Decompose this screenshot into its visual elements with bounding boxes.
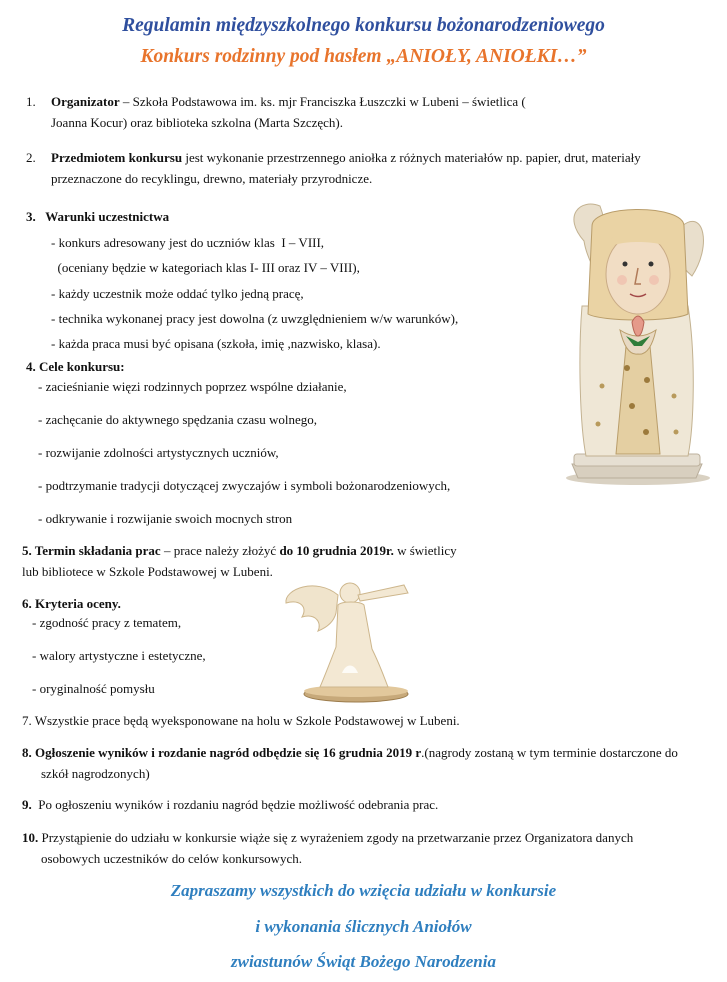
item-4-heading: 4. Cele konkursu: [26,359,125,374]
item-5-label: 5. Termin składania prac [22,543,161,558]
footer-line: Zapraszamy wszystkich do wzięcia udziału w konkursie [170,881,557,900]
ceramic-angel-figurine [562,196,712,486]
item-9-collection [22,794,438,815]
item-3-bullet: - każdy uczestnik może oddać tylko jedną pracę, [51,286,304,301]
item-3-bullet: (oceniany będzie w kategoriach klas I- III oraz IV – VIII), [51,260,360,275]
document-title: Regulamin międzyszkolnego konkursu bożonarodzeniowego [122,15,605,36]
item-5-place: w świetlicy lub bibliotece w Szkole Podstawowej w Lubeni. [22,543,457,579]
item-1-organizer [51,91,531,133]
item-4-bullet: - odkrywanie i rozwijanie swoich mocnych stron [38,511,293,526]
item-10-consent [22,827,691,869]
item-3-heading: 3. Warunki uczestnictwa [26,209,170,224]
item-2-text: jest wykonanie przestrzennego aniołka z różnych materiałów np. papier, drut, materiały przeznaczone do recyklingu, drewno, materiały przyrodnicze. [51,150,641,186]
item-6-bullet: - oryginalność pomysłu [32,681,155,696]
item-2-label: Przedmiotem konkursu [51,150,183,165]
item-3-bullet: - konkurs adresowany jest do uczniów klas I – VIII, [51,235,325,250]
item-6-heading: 6. Kryteria oceny. [22,596,121,611]
item-1-text: – Szkoła Podstawowa im. ks. mjr Franciszka Łuszczki w Lubeni – świetlica ( Joanna Kocur) oraz biblioteka szkolna (Marta Szczęch). [51,94,526,130]
item-8-results [22,742,691,784]
item-4-bullet: - rozwijanie zdolności artystycznych uczniów, [38,445,279,460]
item-3-bullet: - technika wykonanej pracy jest dowolna (z uwzględnieniem w/w warunków), [51,311,459,326]
item-10-number: 10. [22,830,39,845]
item-1-number: 1. [26,94,36,109]
wooden-angel-with-trumpet [276,577,426,707]
item-5-date: do 10 grudnia 2019r. [279,543,394,558]
item-6-bullet: - walory artystyczne i estetyczne, [32,648,206,663]
item-5-deadline [22,540,462,582]
item-2-subject [51,147,671,189]
item-6-bullet: - zgodność pracy z tematem, [32,615,182,630]
item-8-label: 8. Ogłoszenie wyników i rozdanie nagród odbędzie się 16 grudnia 2019 r [22,745,422,760]
footer-line: zwiastunów Świąt Bożego Narodzenia [231,952,496,971]
item-8-text: .(nagrody zostaną w tym terminie dostarczone do szkół nagrodzonych) [41,745,678,781]
item-4-bullet: - podtrzymanie tradycji dotyczącej zwyczajów i symboli bożonarodzeniowych, [38,478,451,493]
item-7-exhibition: 7. Wszystkie prace będą wyeksponowane na holu w Szkole Podstawowej w Lubeni. [22,713,460,728]
item-3-bullet: - każda praca musi być opisana (szkoła, imię ,nazwisko, klasa). [51,336,381,351]
footer-line: i wykonania ślicznych Aniołów [255,917,472,936]
item-1-label: Organizator [51,94,120,109]
item-9-number: 9. [22,797,32,812]
item-5-text: – prace należy złożyć [160,543,280,558]
item-9-text: Po ogłoszeniu wyników i rozdaniu nagród będzie możliwość odebrania prac. [31,797,439,812]
item-4-bullet: - zacieśnianie więzi rodzinnych poprzez wspólne działanie, [38,379,347,394]
item-10-text: Przystąpienie do udziału w konkursie wiąże się z wyrażeniem zgody na przetwarzanie przez Organizatora danych osobowych uczestników do celów konkursowych. [38,830,634,866]
item-4-bullet: - zachęcanie do aktywnego spędzania czasu wolnego, [38,412,318,427]
contest-subtitle: Konkurs rodzinny pod hasłem „ANIOŁY, ANIOŁKI…” [140,46,587,67]
item-2-number: 2. [26,150,36,165]
